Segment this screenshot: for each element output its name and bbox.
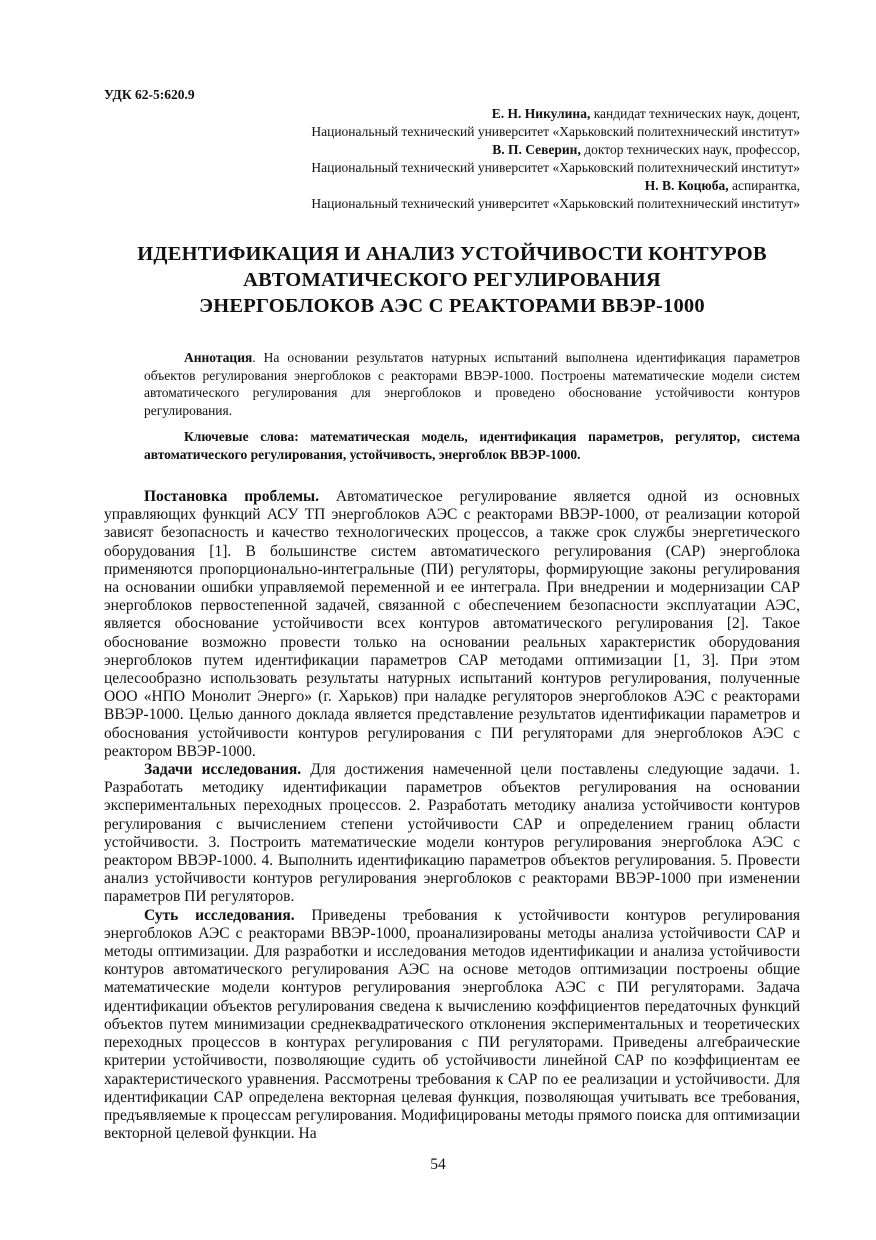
keywords-label: Ключевые слова — [184, 429, 295, 444]
author-3-affiliation: Национальный технический университет «Харьковский политехнический институт» — [311, 196, 800, 211]
section-essence-lead: Суть исследования. — [144, 906, 295, 924]
section-essence-text: Приведены требования к устойчивости контуров регулирования энергоблоков АЭС с реакторами ВВЭР-1000, проанализированы методы анализа устойчивости САР и методы оптимизации. Для разработки и исследования методов идентификации и анализа устойчивости контуров автоматического регулирования АЭС на основе методов оптимизации построены общие математические модели контуров регулирования энергоблока АЭС с ПИ регуляторами. Задача идентификации объектов регулирования сведена к вычислению коэффициентов передаточных функций объектов путем минимизации среднеквадратического отклонения экспериментальных и теоретических переходных процессов в контурах регулирования с ПИ регуляторами. Приведены алгебраические критерии устойчивости, позволяющие судить об устойчивости линейной САР по коэффициентам ее характеристического уравнения. Рассмотрены требования к САР по ее реализации и устойчивости. Для идентификации САР определена векторная целевая функция, позволяющая учитывать все требования, предъявляемые к процессам регулирования. Модифицированы методы прямого поиска для оптимизации векторной целевой функции. На — [104, 906, 800, 1143]
page-number: 54 — [430, 1156, 446, 1173]
udk-code: УДК 62-5:620.9 — [104, 87, 195, 102]
section-tasks-text: Для достижения намеченной цели поставлены следующие задачи. 1. Разработать методику идентификации параметров объектов регулирования на основании экспериментальных переходных процессов. 2. Разработать методику анализа устойчивости контуров регулирования с вычислением степени устойчивости САР и определением границ области устойчивости. 3. Построить математические модели контуров регулирования энергоблока АЭС с реактором ВВЭР-1000. 4. Выполнить идентификацию параметров объектов регулирования. 5. Провести анализ устойчивости контуров регулирования энергоблоков с реакторами ВВЭР-1000 при изменении параметров ПИ регуляторов. — [104, 761, 800, 906]
abstract-label: Аннотация — [184, 350, 253, 365]
paper-title — [104, 241, 800, 319]
section-tasks — [104, 761, 800, 907]
section-essence — [104, 907, 800, 1144]
author-2-name: В. П. Северин, — [492, 142, 581, 157]
author-1 — [104, 105, 800, 123]
author-1-name: Е. Н. Никулина, — [491, 106, 591, 121]
abstract — [144, 349, 800, 419]
title-line-2: АВТОМАТИЧЕСКОГО РЕГУЛИРОВАНИЯ — [243, 269, 661, 291]
keywords — [144, 428, 800, 463]
paper-page — [104, 86, 800, 1143]
author-2 — [104, 141, 800, 159]
title-line-1: ИДЕНТИФИКАЦИЯ И АНАЛИЗ УСТОЙЧИВОСТИ КОНТУРОВ — [137, 243, 767, 265]
section-tasks-lead: Задачи исследования. — [144, 761, 302, 779]
title-line-3: ЭНЕРГОБЛОКОВ АЭС С РЕАКТОРАМИ ВВЭР-1000 — [199, 295, 705, 317]
author-3-degree: аспирантка, — [728, 178, 800, 193]
section-problem — [104, 488, 800, 761]
author-1-affiliation: Национальный технический университет «Харьковский политехнический институт» — [311, 124, 800, 139]
author-2-affiliation: Национальный технический университет «Харьковский политехнический институт» — [311, 160, 800, 175]
abstract-text: . На основании результатов натурных испытаний выполнена идентификация параметров объектов регулирования энергоблоков с реакторами ВВЭР-1000. Построены математические модели систем автоматического регулирования для энергоблоков и проведено обоснование устойчивости контуров регулирования. — [144, 350, 800, 418]
keywords-text: : математическая модель, идентификация параметров, регулятор, система автоматического регулирования, устойчивость, энергоблок ВВЭР-1000. — [144, 429, 800, 462]
section-problem-lead: Постановка проблемы. — [144, 488, 320, 505]
authors-block — [104, 105, 800, 213]
body-text — [104, 488, 800, 1143]
author-1-degree: кандидат технических наук, доцент, — [590, 106, 800, 121]
author-3 — [104, 177, 800, 195]
author-3-name: Н. В. Коцюба, — [644, 178, 729, 193]
author-2-degree: доктор технических наук, профессор, — [580, 142, 800, 157]
section-problem-text: Автоматическое регулирование является одной из основных управляющих функций АСУ ТП энергоблоков АЭС с реакторами ВВЭР-1000, от реализации которой зависят безопасность и качество технологических процессов, а также срок службы энергетического оборудования [1]. В большинстве систем автоматического регулирования (САР) энергоблока применяются пропорционально-интегральные (ПИ) регуляторы, формирующие законы регулирования на основании ошибки управляемой переменной и ее интеграла. При внедрении и модернизации САР энергоблоков первостепенной задачей, связанной с обеспечением безопасности эксплуатации АЭС, является обоснование устойчивости всех контуров автоматического регулирования [2]. Такое обоснование возможно провести только на основании реальных характеристик оборудования энергоблоков путем идентификации параметров САР методами оптимизации [1, 3]. При этом целесообразно использовать результаты натурных испытаний контуров регулирования, полученные ООО «НПО Монолит Энерго» (г. Харьков) при наладке регуляторов энергоблоков АЭС с реакторами ВВЭР-1000. Целью данного доклада является представление результатов идентификации параметров и обоснования устойчивости контуров регулирования с ПИ регуляторами для энергоблоков АЭС с реактором ВВЭР-1000. — [104, 488, 800, 760]
